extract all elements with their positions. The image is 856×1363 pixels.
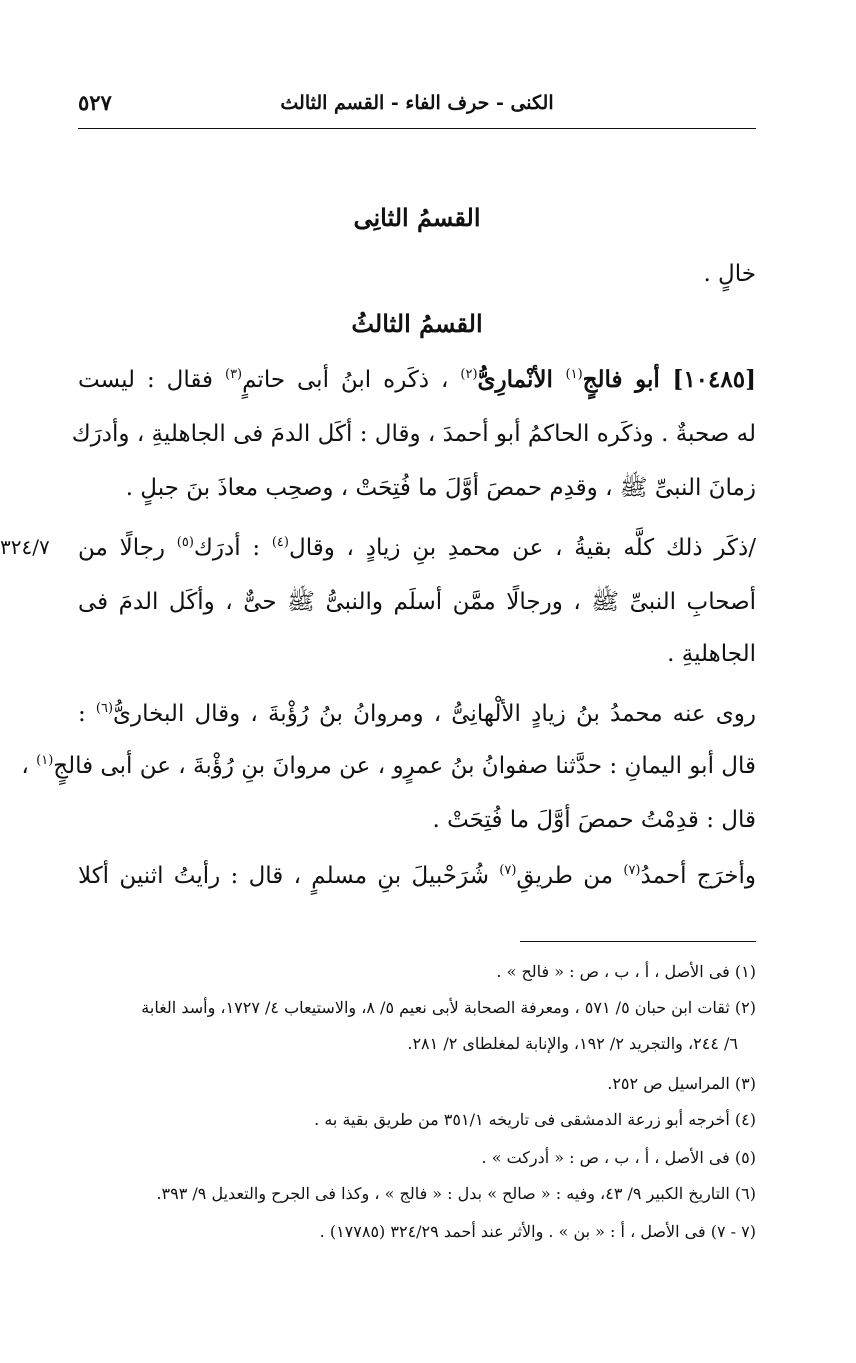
entry-text: وأخرَج أحمدُ [640, 863, 757, 889]
footnote-3: (٣) المراسيل ص ٢٥٢. [607, 1074, 756, 1093]
section-second-body: خالٍ . [703, 261, 756, 287]
footnote-2-continued: ٦/ ٢٤٤، والتجريد ٢/ ١٩٢، والإنابة لمغلطاى ٢/ ٢٨١. [407, 1034, 738, 1053]
header-title: الكنى - حرف الفاء - القسم الثالث [280, 92, 554, 114]
entry-text: رجالًا من [78, 535, 177, 561]
margin-volume-page-ref: ٣٢٤/٧ [0, 535, 50, 559]
entry-line-1 [78, 360, 756, 400]
footnote-ref-7a: (٧) [623, 863, 641, 878]
running-header [78, 88, 756, 124]
entry-line-4 [78, 528, 756, 568]
footnote-5: (٥) فى الأصل ، أ ، ب ، ص : « أدركت » . [481, 1148, 756, 1167]
entry-text: روى عنه محمدُ بنُ زيادٍ الألْهانِىُّ ، ومروانُ بنُ رُؤْبةَ ، وقال البخارىُّ [113, 701, 756, 727]
footnote-ref-6: (٦) [95, 701, 114, 716]
entry-line-2: له صحبةٌ . وذكَره الحاكمُ أبو أحمدَ ، وقال : أكَل الدمَ فى الجاهليةِ ، وأدرَك [71, 421, 756, 447]
entry-text: ، ذكَره ابنُ أبى حاتمٍ [242, 367, 461, 393]
footnote-6: (٦) التاريخ الكبير ٩/ ٤٣، وفيه : « صالح » بدل : « فالج » ، وكذا فى الجرح والتعديل ٩/ ٣٩٣. [156, 1184, 756, 1203]
entry-number-and-name: [١٠٤٨٥] أبو فالجٍ [582, 366, 756, 393]
entry-text: من طريقِ [516, 863, 624, 889]
footnote-1: (١) فى الأصل ، أ ، ب ، ص : « فالح » . [496, 962, 756, 981]
footnote-ref-1: (١) [565, 367, 583, 382]
entry-line-8 [21, 746, 756, 786]
footnote-ref-2: (٢) [460, 367, 478, 382]
entry-line-3: زمانَ النبىِّ ﷺ ، وقدِم حمصَ أوَّلَ ما فُتِحَتْ ، وصحِب معاذَ بنَ جبلٍ . [125, 475, 756, 501]
footnote-2: (٢) ثقات ابن حبان ٥/ ٥٧١ ، ومعرفة الصحابة لأبى نعيم ٥/ ٨، والاستيعاب ٤/ ١٧٢٧، وأسد الغابة [141, 998, 756, 1017]
entry-line-7 [78, 694, 756, 734]
page-number: ٥٢٧ [78, 90, 112, 115]
footnote-ref-5: (٥) [176, 535, 194, 550]
entry-line-10 [78, 856, 756, 896]
entry-text: قال أبو اليمانِ : حدَّثنا صفوانُ بنُ عمرٍو ، عن مروانَ بنِ رُؤْبةَ ، عن أبى فالجٍ [53, 753, 756, 779]
entry-text: /ذكَر ذلك كلَّه بقيةُ ، عن محمدِ بنِ زيادٍ ، وقال [288, 535, 756, 561]
entry-text: فقال : ليست [78, 367, 225, 393]
entry-nisba: الأنْمارِىُّ [477, 366, 566, 393]
entry-line-9: قال : قدِمْتُ حمصَ أوَّلَ ما فُتِحَتْ . [432, 807, 756, 833]
footnote-7: (٧ - ٧) فى الأصل ، أ : « بن » . والأثر عند أحمد ٣٢٤/٢٩ (١٧٧٨٥) . [319, 1222, 756, 1241]
footnote-ref-7b: (٧) [499, 863, 517, 878]
footnote-4: (٤) أخرجه أبو زرعة الدمشقى فى تاريخه ٣٥١/١ من طريق بقية به . [314, 1110, 756, 1129]
entry-text: : [78, 701, 96, 727]
header-rule [78, 128, 756, 129]
footnote-ref-3: (٣) [224, 367, 243, 382]
entry-text: شُرَحْبيلَ بنِ مسلمٍ ، قال : رأيتُ اثنين أكلا [78, 863, 500, 889]
footnote-ref-1b: (١) [36, 753, 54, 768]
entry-text: ، [21, 753, 37, 779]
entry-line-6: الجاهليةِ . [667, 641, 756, 667]
entry-text: : أدرَك [193, 535, 272, 561]
section-heading-third: القسمُ الثالثُ [351, 309, 483, 338]
footnote-ref-4: (٤) [271, 535, 289, 550]
entry-line-5: أصحابِ النبىِّ ﷺ ، ورجالًا ممَّن أسلَم والنبىُّ ﷺ حىٌّ ، وأكَل الدمَ فى [78, 589, 756, 615]
section-heading-second: القسمُ الثانِى [353, 203, 481, 232]
footnote-separator [520, 941, 756, 942]
